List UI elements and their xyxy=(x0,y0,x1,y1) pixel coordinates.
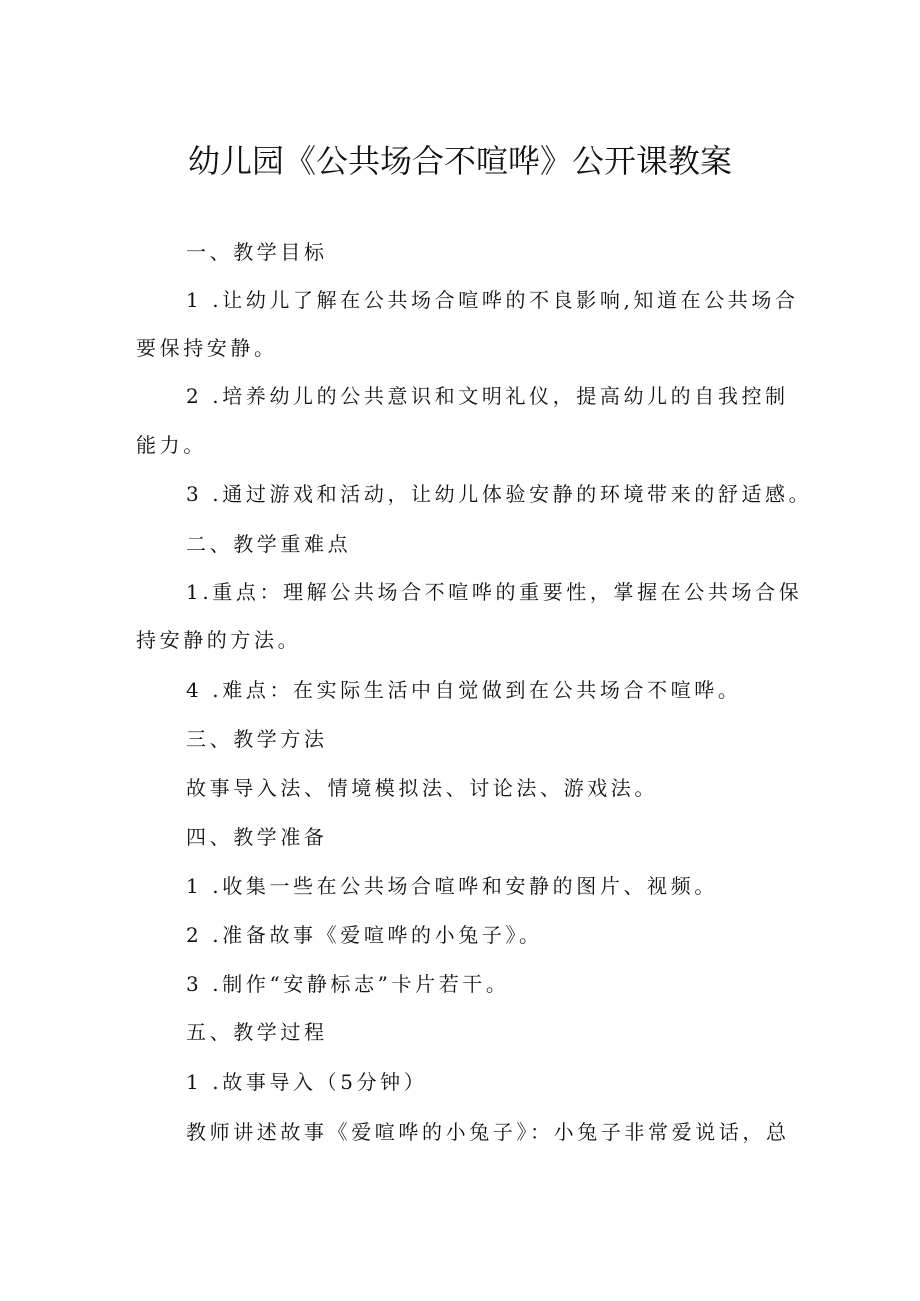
paragraph-goal-2-line-2: 能力。 xyxy=(136,433,207,457)
paragraph-goal-1-line-1: 1 .让幼儿了解在公共场合喧哗的不良影响,知道在公共场合 xyxy=(186,288,799,312)
heading-key-difficult-points: 二、教学重难点 xyxy=(186,532,352,556)
paragraph-prep-2: 2 .准备故事《爱喧哗的小兔子》。 xyxy=(186,923,543,947)
heading-teaching-goals: 一、教学目标 xyxy=(186,240,328,264)
paragraph-prep-3: 3 .制作“安静标志”卡片若干。 xyxy=(186,972,510,996)
paragraph-story-intro: 教师讲述故事《爱喧哗的小兔子》：小兔子非常爱说话，总 xyxy=(186,1120,790,1144)
subheading-story-intro: 1 .故事导入（5分钟） xyxy=(186,1070,428,1094)
heading-teaching-process: 五、教学过程 xyxy=(186,1020,328,1044)
document-title: 幼儿园《公共场合不喧哗》公开课教案 xyxy=(187,142,732,180)
paragraph-key-point-line-2: 持安静的方法。 xyxy=(136,628,302,652)
paragraph-prep-1: 1 .收集一些在公共场合喧哗和安静的图片、视频。 xyxy=(186,874,718,898)
heading-teaching-preparation: 四、教学准备 xyxy=(186,825,328,849)
paragraph-goal-1-line-2: 要保持安静。 xyxy=(136,336,278,360)
paragraph-goal-2-line-1: 2 .培养幼儿的公共意识和文明礼仪，提高幼儿的自我控制 xyxy=(186,384,789,408)
paragraph-difficult-point: 4 .难点：在实际生活中自觉做到在公共场合不喧哗。 xyxy=(186,678,742,702)
paragraph-key-point-line-1: 1.重点：理解公共场合不喧哗的重要性，掌握在公共场合保 xyxy=(186,580,803,604)
paragraph-goal-3: 3 .通过游戏和活动，让幼儿体验安静的环境带来的舒适感。 xyxy=(186,482,813,506)
paragraph-methods: 故事导入法、情境模拟法、讨论法、游戏法。 xyxy=(186,776,658,800)
heading-teaching-methods: 三、教学方法 xyxy=(186,727,328,751)
